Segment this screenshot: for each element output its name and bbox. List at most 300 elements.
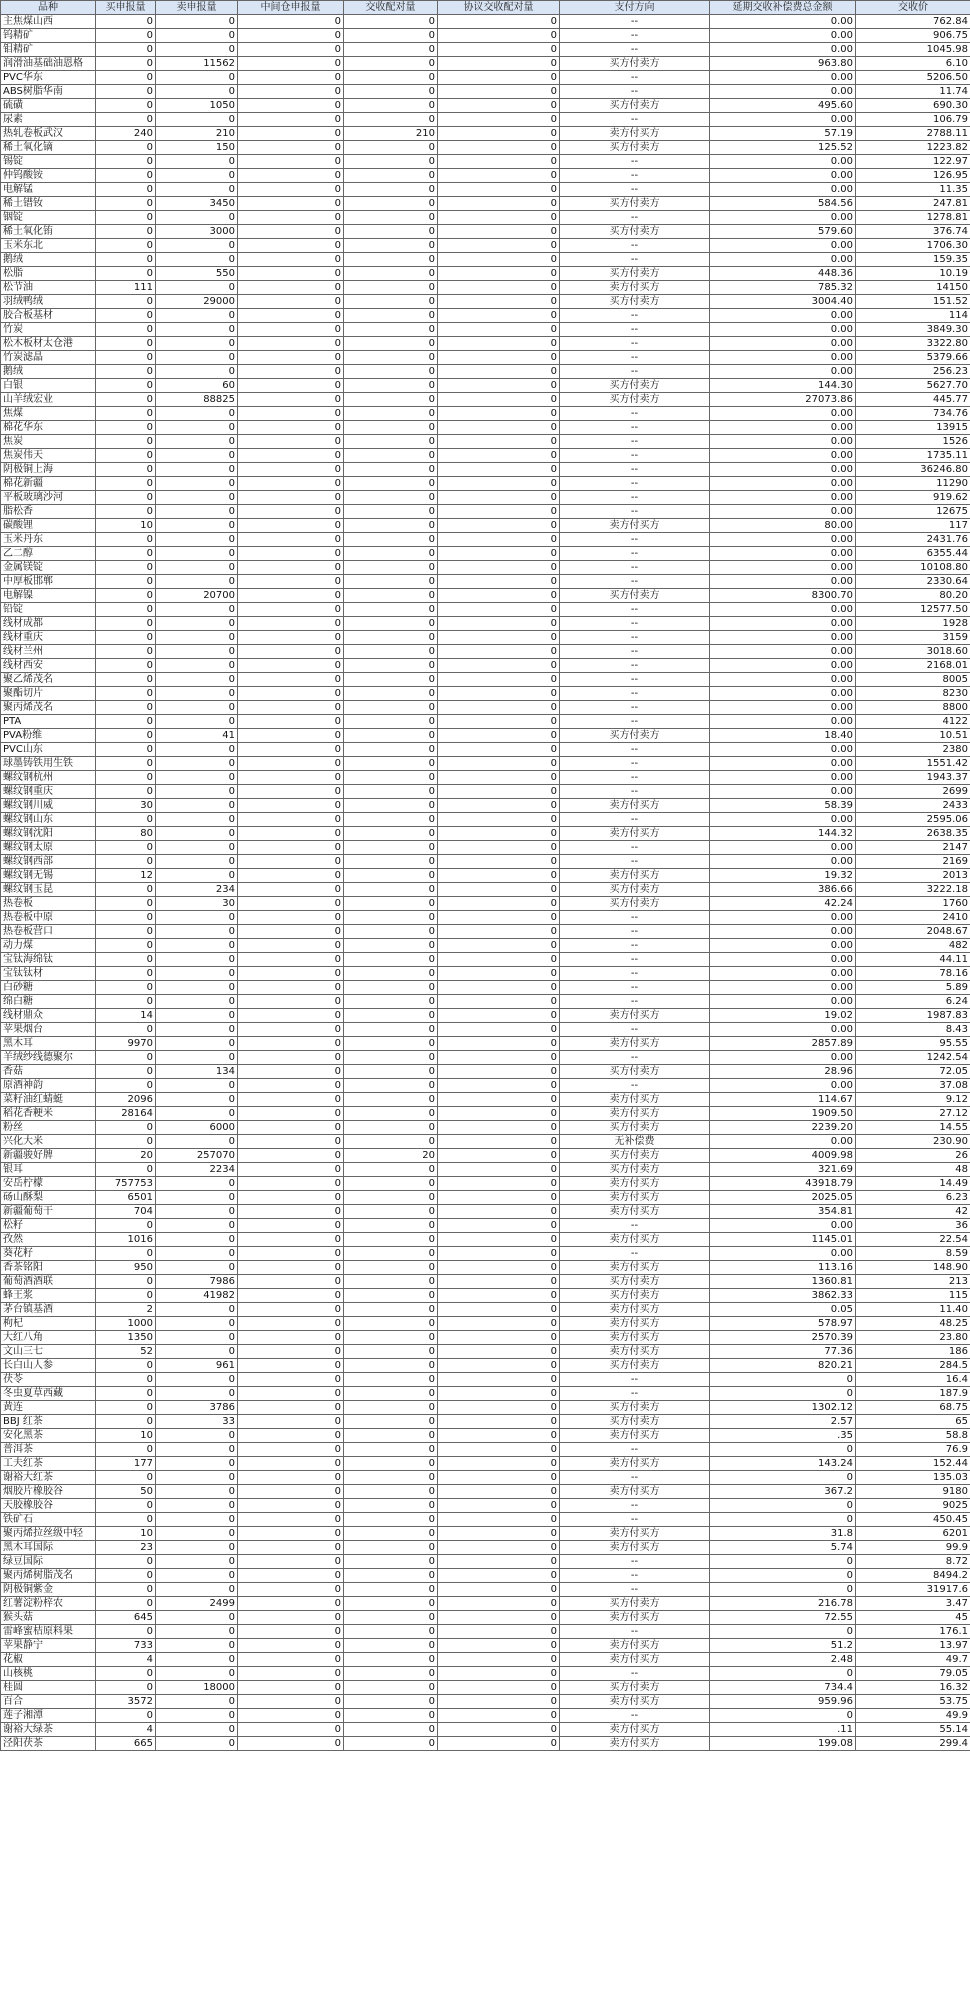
cell-sell-qty: 0: [156, 1443, 238, 1457]
cell-payment-direction: --: [560, 113, 710, 127]
cell-payment-direction: 买方付卖方: [560, 589, 710, 603]
cell-agreement-match-qty: 0: [438, 15, 560, 29]
cell-warehouse-qty: 0: [238, 533, 344, 547]
cell-match-qty: 0: [344, 1037, 438, 1051]
cell-match-qty: 0: [344, 1597, 438, 1611]
table-row: [1, 1359, 970, 1373]
cell-variety: 阴极铜上海: [1, 463, 96, 477]
cell-settlement-price: 230.90: [856, 1135, 970, 1149]
cell-warehouse-qty: 0: [238, 1331, 344, 1345]
cell-agreement-match-qty: 0: [438, 463, 560, 477]
cell-settlement-price: 8230: [856, 687, 970, 701]
cell-compensation-total: 578.97: [710, 1317, 856, 1331]
cell-settlement-price: 2330.64: [856, 575, 970, 589]
cell-sell-qty: 0: [156, 505, 238, 519]
cell-payment-direction: 买方付卖方: [560, 393, 710, 407]
cell-payment-direction: 卖方付买方: [560, 1723, 710, 1737]
cell-settlement-price: 1706.30: [856, 239, 970, 253]
cell-payment-direction: --: [560, 407, 710, 421]
table-row: [1, 183, 970, 197]
cell-warehouse-qty: 0: [238, 281, 344, 295]
cell-compensation-total: 8300.70: [710, 589, 856, 603]
cell-agreement-match-qty: 0: [438, 1625, 560, 1639]
cell-compensation-total: 0.00: [710, 813, 856, 827]
cell-compensation-total: 0.00: [710, 841, 856, 855]
cell-sell-qty: 0: [156, 533, 238, 547]
cell-payment-direction: 买方付卖方: [560, 897, 710, 911]
cell-payment-direction: 卖方付买方: [560, 1261, 710, 1275]
cell-sell-qty: 0: [156, 491, 238, 505]
cell-match-qty: 0: [344, 659, 438, 673]
cell-sell-qty: 0: [156, 953, 238, 967]
cell-payment-direction: --: [560, 911, 710, 925]
cell-payment-direction: 卖方付买方: [560, 1345, 710, 1359]
cell-settlement-price: 23.80: [856, 1331, 970, 1345]
cell-sell-qty: 0: [156, 603, 238, 617]
cell-payment-direction: 买方付卖方: [560, 1401, 710, 1415]
cell-payment-direction: --: [560, 449, 710, 463]
cell-payment-direction: --: [560, 1373, 710, 1387]
cell-sell-qty: 0: [156, 1093, 238, 1107]
cell-settlement-price: 256.23: [856, 365, 970, 379]
cell-sell-qty: 3000: [156, 225, 238, 239]
table-row: [1, 323, 970, 337]
cell-agreement-match-qty: 0: [438, 561, 560, 575]
cell-warehouse-qty: 0: [238, 1681, 344, 1695]
cell-buy-qty: 0: [96, 1359, 156, 1373]
cell-sell-qty: 0: [156, 477, 238, 491]
cell-match-qty: 0: [344, 967, 438, 981]
cell-settlement-price: 79.05: [856, 1667, 970, 1681]
cell-settlement-price: 482: [856, 939, 970, 953]
cell-warehouse-qty: 0: [238, 1107, 344, 1121]
cell-variety: 铁矿石: [1, 1513, 96, 1527]
cell-variety: 宝钛钛材: [1, 967, 96, 981]
col-header-compensation-total: 延期交收补偿费总金额: [710, 1, 856, 15]
cell-compensation-total: 0: [710, 1569, 856, 1583]
cell-variety: 竹炭滤晶: [1, 351, 96, 365]
cell-settlement-price: 9.12: [856, 1093, 970, 1107]
table-row: [1, 449, 970, 463]
cell-payment-direction: 卖方付买方: [560, 1611, 710, 1625]
cell-variety: 球墨铸铁用生铁: [1, 757, 96, 771]
cell-variety: PVC华东: [1, 71, 96, 85]
cell-match-qty: 0: [344, 113, 438, 127]
cell-sell-qty: 0: [156, 659, 238, 673]
cell-variety: 桂圆: [1, 1681, 96, 1695]
table-row: [1, 561, 970, 575]
cell-match-qty: 0: [344, 1611, 438, 1625]
cell-compensation-total: 820.21: [710, 1359, 856, 1373]
cell-buy-qty: 0: [96, 1135, 156, 1149]
cell-sell-qty: 257070: [156, 1149, 238, 1163]
cell-variety: 雷峰蜜桔原料果: [1, 1625, 96, 1639]
cell-match-qty: 0: [344, 225, 438, 239]
cell-match-qty: 0: [344, 729, 438, 743]
cell-agreement-match-qty: 0: [438, 29, 560, 43]
cell-sell-qty: 3450: [156, 197, 238, 211]
cell-buy-qty: 0: [96, 71, 156, 85]
cell-payment-direction: 买方付卖方: [560, 729, 710, 743]
cell-sell-qty: 0: [156, 155, 238, 169]
cell-settlement-price: 690.30: [856, 99, 970, 113]
cell-agreement-match-qty: 0: [438, 1415, 560, 1429]
table-row: [1, 1303, 970, 1317]
cell-agreement-match-qty: 0: [438, 911, 560, 925]
cell-buy-qty: 0: [96, 239, 156, 253]
cell-sell-qty: 0: [156, 1695, 238, 1709]
cell-compensation-total: 386.66: [710, 883, 856, 897]
cell-payment-direction: 买方付卖方: [560, 225, 710, 239]
table-row: [1, 15, 970, 29]
table-row: [1, 1275, 970, 1289]
cell-warehouse-qty: 0: [238, 589, 344, 603]
cell-settlement-price: 49.9: [856, 1709, 970, 1723]
cell-settlement-price: 49.7: [856, 1653, 970, 1667]
cell-settlement-price: 58.8: [856, 1429, 970, 1443]
cell-compensation-total: 0.00: [710, 365, 856, 379]
table-row: [1, 1709, 970, 1723]
cell-match-qty: 0: [344, 785, 438, 799]
cell-buy-qty: 0: [96, 113, 156, 127]
table-row: [1, 813, 970, 827]
cell-warehouse-qty: 0: [238, 1457, 344, 1471]
cell-payment-direction: --: [560, 701, 710, 715]
table-row: [1, 393, 970, 407]
table-row: [1, 1415, 970, 1429]
table-row: [1, 1541, 970, 1555]
cell-variety: 香菇: [1, 1065, 96, 1079]
cell-payment-direction: --: [560, 771, 710, 785]
cell-settlement-price: 6201: [856, 1527, 970, 1541]
cell-warehouse-qty: 0: [238, 1653, 344, 1667]
cell-settlement-price: 36: [856, 1219, 970, 1233]
table-row: [1, 645, 970, 659]
cell-compensation-total: 0.00: [710, 1023, 856, 1037]
cell-settlement-price: 36246.80: [856, 463, 970, 477]
cell-settlement-price: 78.16: [856, 967, 970, 981]
cell-compensation-total: 0.00: [710, 463, 856, 477]
cell-compensation-total: 19.02: [710, 1009, 856, 1023]
cell-compensation-total: 0.00: [710, 701, 856, 715]
cell-payment-direction: 卖方付买方: [560, 1429, 710, 1443]
cell-sell-qty: 7986: [156, 1275, 238, 1289]
cell-buy-qty: 0: [96, 631, 156, 645]
cell-match-qty: 0: [344, 883, 438, 897]
cell-buy-qty: 0: [96, 1247, 156, 1261]
cell-warehouse-qty: 0: [238, 1387, 344, 1401]
cell-compensation-total: 0.00: [710, 309, 856, 323]
cell-compensation-total: 0.00: [710, 421, 856, 435]
cell-warehouse-qty: 0: [238, 1527, 344, 1541]
cell-sell-qty: 0: [156, 1135, 238, 1149]
cell-variety: 锡锭: [1, 155, 96, 169]
cell-agreement-match-qty: 0: [438, 1681, 560, 1695]
cell-variety: 热卷板营口: [1, 925, 96, 939]
table-row: [1, 407, 970, 421]
cell-sell-qty: 0: [156, 113, 238, 127]
cell-warehouse-qty: 0: [238, 785, 344, 799]
cell-buy-qty: 10: [96, 519, 156, 533]
cell-settlement-price: 114: [856, 309, 970, 323]
cell-settlement-price: 3322.80: [856, 337, 970, 351]
cell-agreement-match-qty: 0: [438, 575, 560, 589]
cell-match-qty: 0: [344, 1205, 438, 1219]
cell-variety: 仲钨酸铵: [1, 169, 96, 183]
cell-settlement-price: 1242.54: [856, 1051, 970, 1065]
table-row: [1, 1429, 970, 1443]
cell-warehouse-qty: 0: [238, 729, 344, 743]
cell-warehouse-qty: 0: [238, 1261, 344, 1275]
table-row: [1, 1667, 970, 1681]
cell-payment-direction: 买方付卖方: [560, 99, 710, 113]
cell-compensation-total: 0: [710, 1513, 856, 1527]
cell-compensation-total: 144.30: [710, 379, 856, 393]
cell-variety: 松木板材太仓港: [1, 337, 96, 351]
cell-variety: 焦炭: [1, 435, 96, 449]
cell-agreement-match-qty: 0: [438, 211, 560, 225]
table-row: [1, 1289, 970, 1303]
cell-compensation-total: 27073.86: [710, 393, 856, 407]
cell-match-qty: 0: [344, 939, 438, 953]
cell-payment-direction: 买方付卖方: [560, 1275, 710, 1289]
cell-payment-direction: --: [560, 1443, 710, 1457]
cell-agreement-match-qty: 0: [438, 939, 560, 953]
cell-sell-qty: 0: [156, 1737, 238, 1751]
cell-match-qty: 0: [344, 1639, 438, 1653]
cell-variety: 螺纹钢川威: [1, 799, 96, 813]
cell-settlement-price: 9025: [856, 1499, 970, 1513]
cell-sell-qty: 0: [156, 211, 238, 225]
cell-warehouse-qty: 0: [238, 1737, 344, 1751]
cell-compensation-total: 0.00: [710, 407, 856, 421]
cell-payment-direction: 买方付卖方: [560, 1149, 710, 1163]
cell-buy-qty: 10: [96, 1527, 156, 1541]
cell-variety: 螺纹钢玉昆: [1, 883, 96, 897]
cell-buy-qty: 0: [96, 1121, 156, 1135]
cell-settlement-price: 12675: [856, 505, 970, 519]
cell-payment-direction: 卖方付买方: [560, 1527, 710, 1541]
table-row: [1, 617, 970, 631]
cell-sell-qty: 33: [156, 1415, 238, 1429]
cell-payment-direction: 卖方付买方: [560, 1037, 710, 1051]
cell-warehouse-qty: 0: [238, 1135, 344, 1149]
cell-agreement-match-qty: 0: [438, 169, 560, 183]
cell-variety: 猴头菇: [1, 1611, 96, 1625]
cell-sell-qty: 0: [156, 715, 238, 729]
cell-buy-qty: 0: [96, 211, 156, 225]
cell-warehouse-qty: 0: [238, 1275, 344, 1289]
cell-settlement-price: 152.44: [856, 1457, 970, 1471]
cell-agreement-match-qty: 0: [438, 757, 560, 771]
cell-variety: 粉丝: [1, 1121, 96, 1135]
cell-variety: 泾阳茯茶: [1, 1737, 96, 1751]
cell-match-qty: 0: [344, 435, 438, 449]
cell-payment-direction: --: [560, 169, 710, 183]
cell-compensation-total: 57.19: [710, 127, 856, 141]
cell-compensation-total: 0.00: [710, 113, 856, 127]
cell-buy-qty: 733: [96, 1639, 156, 1653]
cell-compensation-total: 0.00: [710, 351, 856, 365]
cell-warehouse-qty: 0: [238, 1345, 344, 1359]
cell-payment-direction: --: [560, 659, 710, 673]
cell-warehouse-qty: 0: [238, 1499, 344, 1513]
cell-match-qty: 0: [344, 575, 438, 589]
table-row: [1, 1247, 970, 1261]
cell-settlement-price: 8494.2: [856, 1569, 970, 1583]
cell-compensation-total: 0.00: [710, 659, 856, 673]
cell-variety: 砀山酥梨: [1, 1191, 96, 1205]
cell-payment-direction: 买方付卖方: [560, 57, 710, 71]
cell-settlement-price: 1760: [856, 897, 970, 911]
cell-sell-qty: 0: [156, 1219, 238, 1233]
cell-match-qty: 0: [344, 1289, 438, 1303]
table-row: [1, 1569, 970, 1583]
cell-payment-direction: --: [560, 1513, 710, 1527]
cell-warehouse-qty: 0: [238, 575, 344, 589]
cell-buy-qty: 240: [96, 127, 156, 141]
cell-compensation-total: 0.00: [710, 911, 856, 925]
cell-warehouse-qty: 0: [238, 869, 344, 883]
cell-variety: 中厚板邯郸: [1, 575, 96, 589]
cell-variety: 红薯淀粉梓农: [1, 1597, 96, 1611]
cell-buy-qty: 0: [96, 659, 156, 673]
cell-payment-direction: --: [560, 561, 710, 575]
cell-variety: 钼精矿: [1, 43, 96, 57]
cell-payment-direction: 买方付卖方: [560, 1121, 710, 1135]
cell-agreement-match-qty: 0: [438, 309, 560, 323]
cell-match-qty: 0: [344, 1555, 438, 1569]
cell-compensation-total: 0.00: [710, 1051, 856, 1065]
cell-warehouse-qty: 0: [238, 449, 344, 463]
cell-payment-direction: 买方付卖方: [560, 1597, 710, 1611]
cell-match-qty: 0: [344, 169, 438, 183]
cell-warehouse-qty: 0: [238, 897, 344, 911]
cell-match-qty: 0: [344, 1737, 438, 1751]
cell-buy-qty: 0: [96, 309, 156, 323]
cell-agreement-match-qty: 0: [438, 813, 560, 827]
cell-buy-qty: 14: [96, 1009, 156, 1023]
cell-buy-qty: 645: [96, 1611, 156, 1625]
cell-buy-qty: 0: [96, 1625, 156, 1639]
cell-variety: 山核桃: [1, 1667, 96, 1681]
cell-sell-qty: 0: [156, 1429, 238, 1443]
cell-compensation-total: 495.60: [710, 99, 856, 113]
cell-agreement-match-qty: 0: [438, 1149, 560, 1163]
cell-variety: PTA: [1, 715, 96, 729]
table-row: [1, 575, 970, 589]
cell-sell-qty: 0: [156, 855, 238, 869]
cell-match-qty: 0: [344, 1499, 438, 1513]
cell-agreement-match-qty: 0: [438, 533, 560, 547]
cell-buy-qty: 1016: [96, 1233, 156, 1247]
table-row: [1, 1485, 970, 1499]
cell-buy-qty: 6501: [96, 1191, 156, 1205]
cell-compensation-total: 0: [710, 1583, 856, 1597]
cell-buy-qty: 0: [96, 855, 156, 869]
cell-agreement-match-qty: 0: [438, 1555, 560, 1569]
cell-payment-direction: --: [560, 337, 710, 351]
cell-compensation-total: 0.00: [710, 71, 856, 85]
cell-buy-qty: 0: [96, 897, 156, 911]
cell-variety: PVC山东: [1, 743, 96, 757]
cell-match-qty: 0: [344, 673, 438, 687]
cell-warehouse-qty: 0: [238, 771, 344, 785]
cell-compensation-total: 2.48: [710, 1653, 856, 1667]
cell-payment-direction: --: [560, 617, 710, 631]
cell-sell-qty: 0: [156, 15, 238, 29]
cell-agreement-match-qty: 0: [438, 351, 560, 365]
cell-agreement-match-qty: 0: [438, 1653, 560, 1667]
cell-variety: 银耳: [1, 1163, 96, 1177]
cell-settlement-price: 2638.35: [856, 827, 970, 841]
cell-agreement-match-qty: 0: [438, 1275, 560, 1289]
cell-match-qty: 0: [344, 1387, 438, 1401]
cell-variety: 竹炭: [1, 323, 96, 337]
cell-buy-qty: 0: [96, 1065, 156, 1079]
table-row: [1, 925, 970, 939]
cell-compensation-total: 0: [710, 1555, 856, 1569]
cell-agreement-match-qty: 0: [438, 1737, 560, 1751]
cell-match-qty: 0: [344, 337, 438, 351]
cell-settlement-price: 5627.70: [856, 379, 970, 393]
cell-settlement-price: 8.59: [856, 1247, 970, 1261]
cell-variety: 焦煤: [1, 407, 96, 421]
cell-match-qty: 0: [344, 757, 438, 771]
cell-settlement-price: 213: [856, 1275, 970, 1289]
cell-buy-qty: 4: [96, 1723, 156, 1737]
col-header-payment-direction: 支付方向: [560, 1, 710, 15]
cell-agreement-match-qty: 0: [438, 799, 560, 813]
table-row: [1, 1401, 970, 1415]
cell-compensation-total: 2239.20: [710, 1121, 856, 1135]
cell-match-qty: 0: [344, 771, 438, 785]
table-row: [1, 589, 970, 603]
cell-warehouse-qty: 0: [238, 715, 344, 729]
table-row: [1, 1345, 970, 1359]
cell-warehouse-qty: 0: [238, 351, 344, 365]
cell-warehouse-qty: 0: [238, 239, 344, 253]
cell-compensation-total: 2.57: [710, 1415, 856, 1429]
cell-sell-qty: 0: [156, 869, 238, 883]
cell-variety: 烟胶片橡胶谷: [1, 1485, 96, 1499]
cell-agreement-match-qty: 0: [438, 771, 560, 785]
table-row: [1, 827, 970, 841]
cell-warehouse-qty: 0: [238, 1513, 344, 1527]
table-row: [1, 1513, 970, 1527]
table-row: [1, 1121, 970, 1135]
cell-warehouse-qty: 0: [238, 1415, 344, 1429]
cell-settlement-price: 27.12: [856, 1107, 970, 1121]
cell-warehouse-qty: 0: [238, 1401, 344, 1415]
cell-warehouse-qty: 0: [238, 1009, 344, 1023]
cell-warehouse-qty: 0: [238, 491, 344, 505]
cell-compensation-total: 0.00: [710, 85, 856, 99]
cell-match-qty: 0: [344, 1527, 438, 1541]
cell-warehouse-qty: 0: [238, 29, 344, 43]
cell-compensation-total: 0: [710, 1625, 856, 1639]
table-row: [1, 1555, 970, 1569]
cell-buy-qty: 0: [96, 981, 156, 995]
cell-warehouse-qty: 0: [238, 1163, 344, 1177]
cell-agreement-match-qty: 0: [438, 603, 560, 617]
cell-sell-qty: 2499: [156, 1597, 238, 1611]
cell-sell-qty: 0: [156, 743, 238, 757]
cell-payment-direction: 买方付卖方: [560, 1681, 710, 1695]
cell-variety: 花椒: [1, 1653, 96, 1667]
cell-buy-qty: 52: [96, 1345, 156, 1359]
cell-buy-qty: 0: [96, 393, 156, 407]
